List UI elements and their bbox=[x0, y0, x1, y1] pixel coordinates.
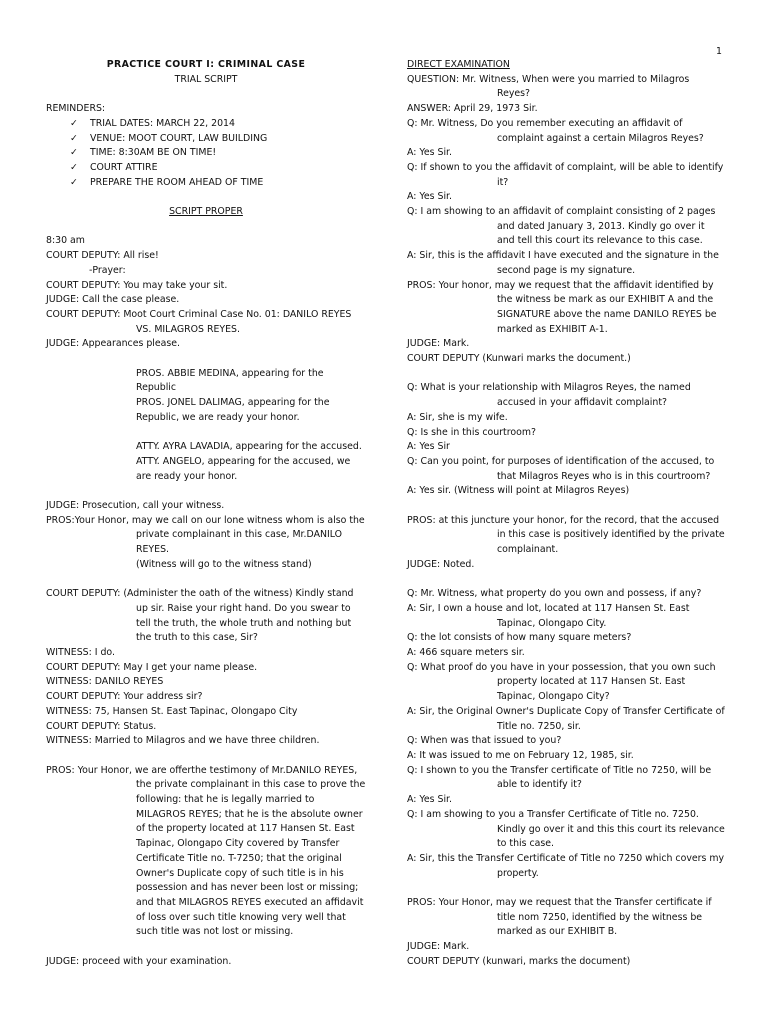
checkmark-icon: ✓ bbox=[70, 147, 78, 159]
dialogue-line: PROS: at this juncture your honor, for the record, that the accused in this case is positively identified by the private complainant. bbox=[407, 514, 725, 556]
dialogue-line: A: Yes sir. (Witness will point at Milagros Reyes) bbox=[407, 485, 630, 497]
ask-address-line: COURT DEPUTY: Your address sir? bbox=[46, 691, 203, 703]
address-line: WITNESS: 75, Hansen St. East Tapinac, Olongapo City bbox=[46, 705, 298, 717]
direct-examination-heading: DIRECT EXAMINATION bbox=[407, 59, 510, 70]
dialogue-line: A: Yes Sir. bbox=[407, 147, 453, 159]
dialogue-line: Q: I shown to you the Transfer certificate of Title no 7250, will be able to identify it? bbox=[407, 764, 712, 791]
atty-appearance-2: ATTY. ANGELO, appearing for the accused, we are ready your honor. bbox=[136, 455, 351, 482]
offer-line: PROS: Your Honor, we are offerthe testimony of Mr.DANILO REYES, the private complainant in this case to prove the following: that he is legally married to MILAGROS REYES; that he is the absolute owner of the property located at 117 Hansen St. East Tapinac, Olongapo City covered by Transfer Certificate Title no. T-7250; that the original Owner's Duplicate copy of such title is in his possession and has never been lost or missing; and that MILAGROS REYES executed an affidavit of loss over such title knowing very well that such title was not lost or missing. bbox=[46, 764, 366, 938]
atty-appearance-1: ATTY. AYRA LAVADIA, appearing for the accused. bbox=[136, 441, 362, 453]
oath-line: COURT DEPUTY: (Administer the oath of the witness) Kindly stand up sir. Raise your right hand. Do you swear to tell the truth, the whole truth and nothing but the truth to this case, Sir? bbox=[46, 588, 354, 644]
dialogue-line: PROS: Your honor, may we request that the affidavit identified by the witness be mark as our EXHIBIT A and the SIGNATURE above the name DANILO REYES be marked as EXHIBIT A-1. bbox=[407, 279, 717, 335]
dialogue-line: COURT DEPUTY (Kunwari marks the document.) bbox=[407, 353, 631, 365]
dialogue-line: A: Yes Sir. bbox=[407, 794, 453, 806]
document-title: PRACTICE COURT I: CRIMINAL CASE bbox=[106, 59, 306, 70]
appearances-line: JUDGE: Appearances please. bbox=[46, 338, 181, 350]
prayer-line: -Prayer: bbox=[89, 264, 126, 276]
status-line: WITNESS: Married to Milagros and we have three children. bbox=[46, 735, 320, 747]
dialogue-line: Q: I am showing to you a Transfer Certificate of Title no. 7250. Kindly go over it and this this court its relevance to this case. bbox=[407, 808, 725, 850]
reminder-item: ✓ PREPARE THE ROOM AHEAD OF TIME bbox=[46, 176, 366, 191]
proceed-line: JUDGE: proceed with your examination. bbox=[46, 955, 232, 967]
document-subtitle: TRIAL SCRIPT bbox=[174, 73, 238, 85]
checkmark-icon: ✓ bbox=[70, 161, 78, 173]
all-rise-line: COURT DEPUTY: All rise! bbox=[46, 250, 159, 262]
witness-stand-line: (Witness will go to the witness stand) bbox=[136, 558, 312, 570]
name-line: WITNESS: DANILO REYES bbox=[46, 676, 164, 688]
left-column bbox=[46, 58, 366, 969]
dialogue-line: JUDGE: Mark. bbox=[407, 941, 470, 953]
dialogue-line: Q: What is your relationship with Milagros Reyes, the named accused in your affidavit complaint? bbox=[407, 382, 691, 409]
dialogue-line: A: Sir, I own a house and lot, located at 117 Hansen St. East Tapinac, Olongapo City. bbox=[407, 602, 690, 629]
dialogue-line: JUDGE: Noted. bbox=[407, 558, 475, 570]
page-number: 1 bbox=[716, 46, 722, 57]
reminder-item: ✓ VENUE: MOOT COURT, LAW BUILDING bbox=[46, 132, 366, 147]
ask-status-line: COURT DEPUTY: Status. bbox=[46, 720, 157, 732]
dialogue-line: Q: the lot consists of how many square meters? bbox=[407, 632, 632, 644]
dialogue-line: COURT DEPUTY (kunwari, marks the document) bbox=[407, 955, 631, 967]
dialogue-line: A: Sir, she is my wife. bbox=[407, 411, 508, 423]
right-column bbox=[407, 58, 725, 970]
checkmark-icon: ✓ bbox=[70, 176, 78, 188]
reminder-item: ✓ TIME: 8:30AM BE ON TIME! bbox=[46, 146, 366, 161]
dialogue-line: Q: What proof do you have in your possession, that you own such property located at 117 Hansen St. East Tapinac, Olongapo City? bbox=[407, 661, 716, 703]
reminder-item: ✓ COURT ATTIRE bbox=[46, 161, 366, 176]
dialogue-line: A: Yes Sir. bbox=[407, 191, 453, 203]
reminders-list bbox=[46, 117, 366, 191]
case-title-line: COURT DEPUTY: Moot Court Criminal Case No. 01: DANILO REYES VS. MILAGROS REYES. bbox=[46, 308, 352, 335]
dialogue-line: PROS: Your Honor, may we request that the Transfer certificate if title nom 7250, identified by the witness be marked as our EXHIBIT B. bbox=[407, 897, 712, 938]
dialogue-line: A: 466 square meters sir. bbox=[407, 647, 525, 659]
take-seat-line: COURT DEPUTY: You may take your sit. bbox=[46, 279, 228, 291]
dialogue-line: Q: I am showing to an affidavit of complaint consisting of 2 pages and dated January 3, 2013. Kindly go over it and tell this court its relevance to this case. bbox=[407, 206, 716, 247]
dialogue-line: A: Yes Sir bbox=[407, 441, 450, 453]
pros-appearance-1: PROS. ABBIE MEDINA, appearing for the Republic bbox=[136, 367, 324, 394]
dialogue-line: JUDGE: Mark. bbox=[407, 338, 470, 350]
dialogue-line: ANSWER: April 29, 1973 Sir. bbox=[407, 103, 538, 115]
i-do-line: WITNESS: I do. bbox=[46, 647, 115, 659]
checkmark-icon: ✓ bbox=[70, 132, 78, 144]
dialogue-line: Q: Mr. Witness, Do you remember executing an affidavit of complaint against a certain Milagros Reyes? bbox=[407, 117, 704, 144]
call-case-line: JUDGE: Call the case please. bbox=[46, 294, 180, 306]
direct-examination-lines bbox=[407, 73, 725, 970]
time-line: 8:30 am bbox=[46, 235, 85, 247]
spacer bbox=[407, 499, 725, 514]
dialogue-line: Q: When was that issued to you? bbox=[407, 735, 562, 747]
dialogue-line: Q: Mr. Witness, what property do you own and possess, if any? bbox=[407, 588, 702, 600]
dialogue-line: A: Sir, the Original Owner's Duplicate Copy of Transfer Certificate of Title no. 7250, sir. bbox=[407, 705, 725, 732]
dialogue-line: Q: Can you point, for purposes of identification of the accused, to that Milagros Reyes who is in this courtroom? bbox=[407, 455, 715, 482]
dialogue-line: Q: If shown to you the affidavit of complaint, will be able to identify it? bbox=[407, 161, 724, 188]
call-witness-line: JUDGE: Prosecution, call your witness. bbox=[46, 500, 225, 511]
pros-appearance-2: PROS. JONEL DALIMAG, appearing for the Republic, we are ready your honor. bbox=[136, 397, 330, 423]
dialogue-line: A: Sir, this the Transfer Certificate of Title no 7250 which covers my property. bbox=[407, 852, 725, 879]
dialogue-line: QUESTION: Mr. Witness, When were you married to Milagros Reyes? bbox=[407, 73, 690, 100]
checkmark-icon: ✓ bbox=[70, 117, 78, 129]
spacer bbox=[407, 573, 725, 588]
dialogue-line: Q: Is she in this courtroom? bbox=[407, 426, 536, 438]
spacer bbox=[407, 881, 725, 896]
spacer bbox=[407, 367, 725, 382]
script-heading: SCRIPT PROPER bbox=[169, 206, 243, 217]
ask-name-line: COURT DEPUTY: May I get your name please. bbox=[46, 661, 258, 673]
dialogue-line: A: Sir, this is the affidavit I have executed and the signature in the second page is my signature. bbox=[407, 250, 719, 276]
pros-call-line: PROS:Your Honor, may we call on our lone witness whom is also the private complainant in this case, Mr.DANILO REYES. bbox=[46, 514, 365, 556]
dialogue-line: A: It was issued to me on February 12, 1985, sir. bbox=[407, 750, 634, 761]
reminder-item: ✓ TRIAL DATES: MARCH 22, 2014 bbox=[46, 117, 366, 132]
reminders-heading: REMINDERS: bbox=[46, 103, 106, 115]
